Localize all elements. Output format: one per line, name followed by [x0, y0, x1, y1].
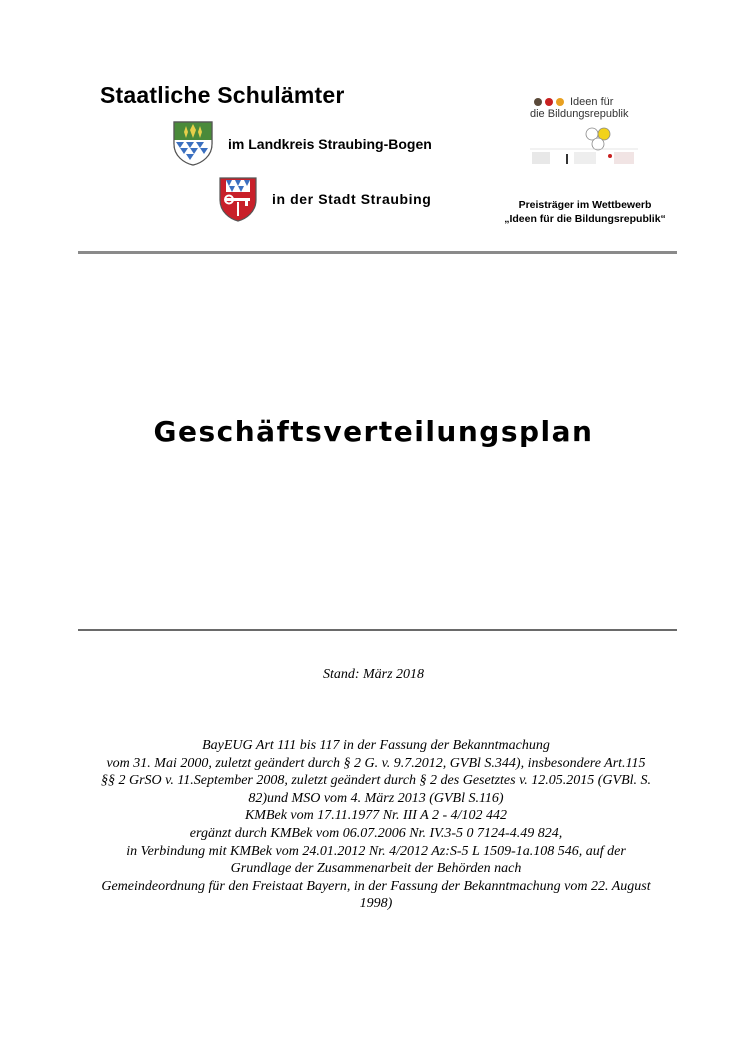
- legal-line: ergänzt durch KMBek vom 06.07.2006 Nr. IV.3-5 0 7124-4.49 824,: [189, 825, 563, 841]
- document-title: Geschäftsverteilungsplan: [153, 415, 594, 448]
- legal-line: KMBek vom 17.11.1977 Nr. III A 2 - 4/102 442: [244, 808, 508, 824]
- org-title: Staatliche Schulämter: [100, 82, 345, 108]
- award-logo-text: [530, 96, 629, 120]
- legal-basis: [100, 737, 652, 913]
- award-caption-line2: „Ideen für die Bildungsrepublik“: [504, 213, 666, 225]
- subtitle-landkreis: im Landkreis Straubing-Bogen: [228, 136, 432, 152]
- award-logo-line2: die Bildungsrepublik: [530, 108, 629, 120]
- landkreis-coat-of-arms-icon: [172, 120, 214, 166]
- top-divider: [78, 251, 677, 254]
- subtitle-stadt: in der Stadt Straubing: [272, 191, 432, 207]
- bottom-divider: [78, 629, 677, 631]
- legal-line: in Verbindung mit KMBek vom 24.01.2012 Nr. 4/2012 Az:S-5 L 1509-1a.108 546, auf der Grundlage der Zusammenarbeit der Behörden nach: [126, 843, 626, 877]
- legal-line: §§ 2 GrSO v. 11.September 2008, zuletzt geändert durch § 2 des Gesetztes v. 12.05.2015 (GVBl. S. 82)und MSO vom 4. März 2013 (GVBl S.116): [100, 773, 652, 806]
- legal-line: BayEUG Art 111 bis 117 in der Fassung der Bekanntmachung: [202, 738, 550, 753]
- legal-line: Gemeindeordnung für den Freistaat Bayern, in der Fassung der Bekanntmachung vom 22. August 1998): [101, 878, 651, 912]
- legal-line: vom 31. Mai 2000, zuletzt geändert durch § 2 G. v. 9.7.2012, GVBl S.344), insbesondere Art.115: [106, 755, 646, 771]
- award-logo-line1: Ideen für: [570, 96, 614, 108]
- stand-date: Stand: März 2018: [322, 667, 425, 682]
- award-caption-line1: Preisträger im Wettbewerb: [518, 199, 652, 211]
- award-caption: [470, 198, 700, 226]
- stadt-coat-of-arms-icon: [218, 176, 258, 222]
